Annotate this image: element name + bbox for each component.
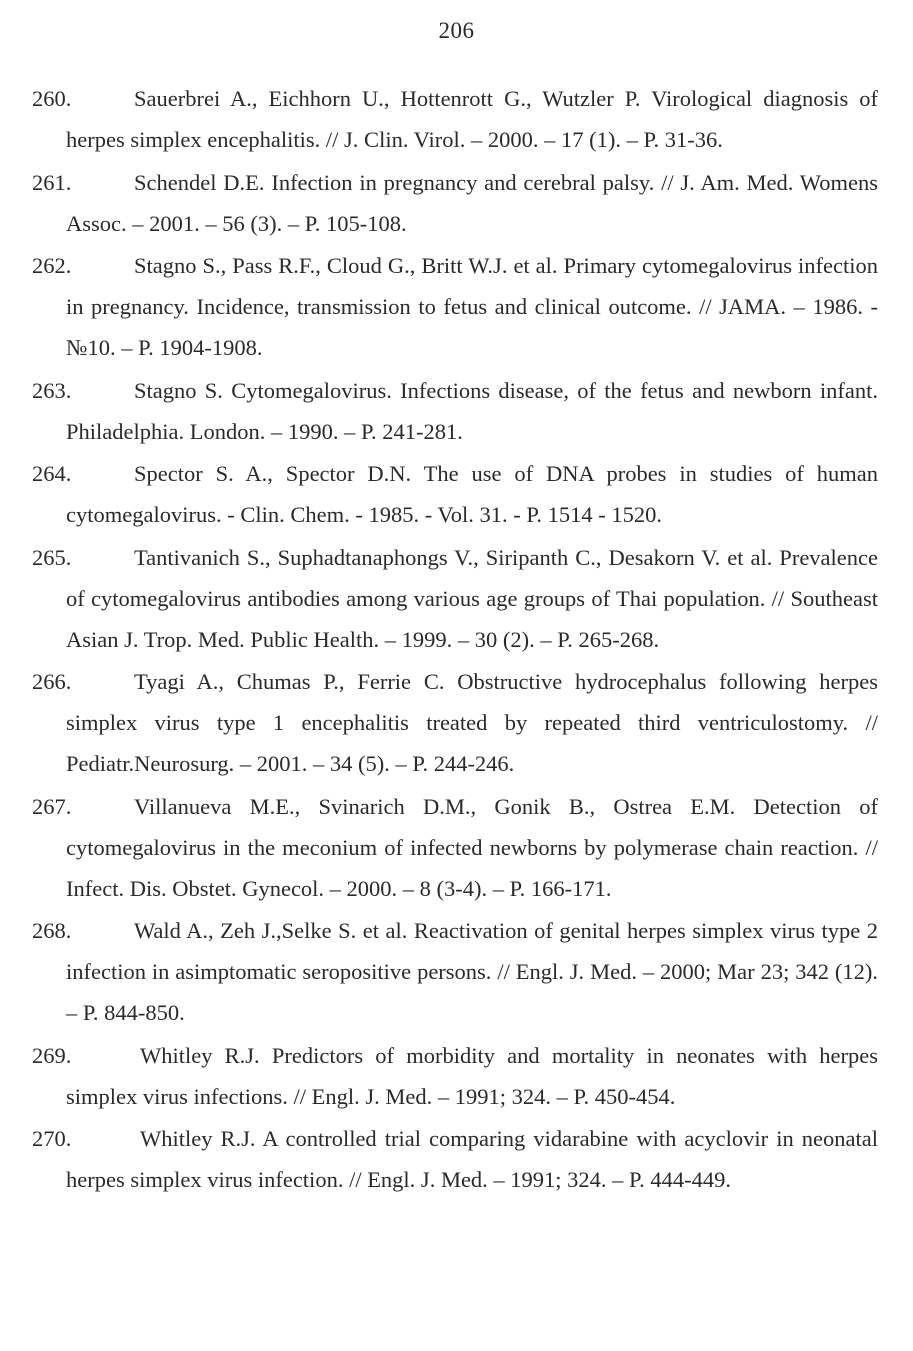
page-number: 206 — [438, 18, 475, 43]
reference-item — [32, 78, 878, 160]
reference-item — [32, 453, 878, 535]
reference-text: Stagno S. Cytomegalovirus. Infections disease, of the fetus and newborn infant. Philadelphia. London. – 1990. – P. 241-281. — [66, 377, 878, 444]
reference-number: 260. — [32, 86, 72, 111]
reference-number: 264. — [32, 461, 72, 486]
reference-item — [32, 245, 878, 368]
reference-item — [32, 162, 878, 244]
reference-number: 269. — [32, 1042, 72, 1068]
reference-text: Villanueva M.E., Svinarich D.M., Gonik B., Ostrea E.M. Detection of cytomegalovirus in the meconium of infected newborns by polymerase chain reaction. // Infect. Dis. Obstet. Gynecol. – 2000. – 8 (3-4). – P. 166-171. — [66, 793, 878, 901]
reference-item — [32, 910, 878, 1033]
reference-item — [32, 370, 878, 452]
reference-number: 267. — [32, 793, 72, 819]
reference-item — [32, 1118, 878, 1200]
reference-number: 261. — [32, 169, 72, 195]
reference-item — [32, 786, 878, 909]
reference-text: Sauerbrei A., Eichhorn U., Hottenrott G., Wutzler P. Virological diagnosis of herpes simplex encephalitis. // J. Clin. Virol. – 2000. – 17 (1). – P. 31-36. — [66, 86, 878, 152]
reference-number: 262. — [32, 253, 72, 278]
reference-item — [32, 537, 878, 660]
reference-text: Whitley R.J. Predictors of morbidity and mortality in neonates with herpes simplex virus infections. // Engl. J. Med. – 1991; 324. – P. 450-454. — [66, 1042, 878, 1109]
reference-list — [32, 78, 878, 1202]
reference-item — [32, 1035, 878, 1117]
reference-number: 268. — [32, 918, 72, 943]
reference-number: 270. — [32, 1126, 72, 1151]
reference-item — [32, 661, 878, 784]
reference-number: 263. — [32, 377, 72, 403]
reference-text: Stagno S., Pass R.F., Cloud G., Britt W.J. et al. Primary cytomegalovirus infection in pregnancy. Incidence, transmission to fetus and clinical outcome. // JAMA. – 1986. - №10. – P. 1904-1908. — [66, 253, 878, 360]
reference-text: Tantivanich S., Suphadtanaphongs V., Siripanth C., Desakorn V. et al. Prevalence of cytomegalovirus antibodies among various age groups of Thai population. // Southeast Asian J. Trop. Med. Public Health. – 1999. – 30 (2). – P. 265-268. — [66, 544, 878, 652]
reference-text: Spector S. A., Spector D.N. The use of DNA probes in studies of human cytomegalovirus. - Clin. Chem. - 1985. - Vol. 31. - P. 1514 - 1520. — [66, 461, 878, 527]
reference-text: Schendel D.E. Infection in pregnancy and cerebral palsy. // J. Am. Med. Womens Assoc. – 2001. – 56 (3). – P. 105-108. — [66, 169, 878, 236]
reference-number: 265. — [32, 544, 72, 570]
reference-text: Tyagi A., Chumas P., Ferrie C. Obstructive hydrocephalus following herpes simplex virus type 1 encephalitis treated by repeated third ventriculostomy. // Pediatr.Neurosurg. – 2001. – 34 (5). – P. 244-246. — [66, 669, 878, 776]
reference-number: 266. — [32, 669, 72, 694]
reference-text: Wald A., Zeh J.,Selke S. et al. Reactivation of genital herpes simplex virus type 2 infection in asimptomatic seropositive persons. // Engl. J. Med. – 2000; Mar 23; 342 (12). – P. 844-850. — [66, 918, 878, 1025]
reference-text: Whitley R.J. A controlled trial comparing vidarabine with acyclovir in neonatal herpes simplex virus infection. // Engl. J. Med. – 1991; 324. – P. 444-449. — [66, 1126, 878, 1192]
